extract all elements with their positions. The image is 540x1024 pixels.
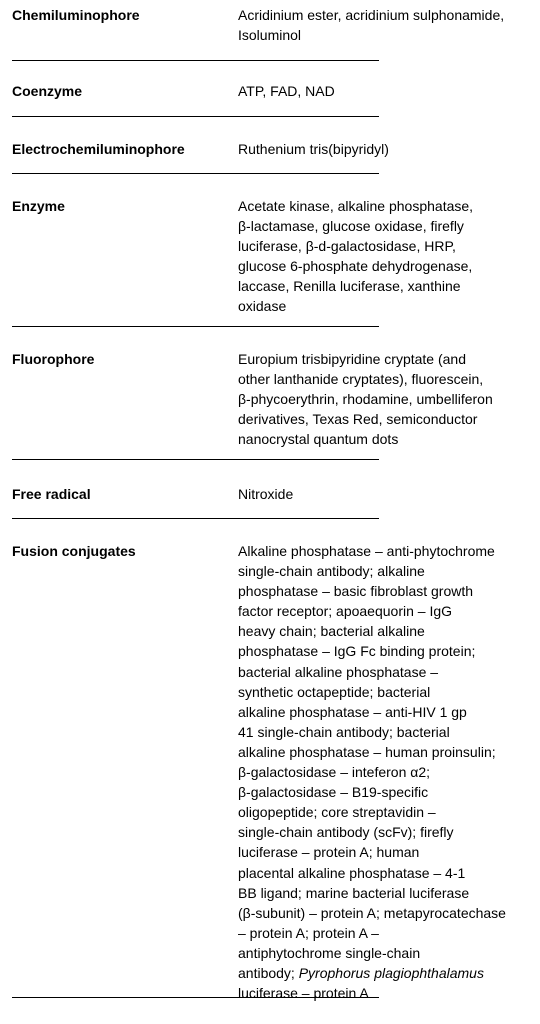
value-line: synthetic octapeptide; bacterial <box>238 683 431 700</box>
value-line: bacterial alkaline phosphatase – <box>238 663 439 680</box>
row-value <box>238 81 538 101</box>
value-line: heavy chain; bacterial alkaline <box>238 623 425 640</box>
row-label: Enzyme <box>12 198 65 214</box>
value-line: glucose 6-phosphate dehydrogenase, <box>238 258 473 275</box>
value-line: β-phycoerythrin, rhodamine, umbelliferon <box>238 391 493 408</box>
value-line: Europium trisbipyridine cryptate (and <box>238 351 466 367</box>
row-label: Fusion conjugates <box>12 543 136 559</box>
row-value <box>238 541 538 1003</box>
value-line: β-lactamase, glucose oxidase, firefly <box>238 218 464 235</box>
row-label: Fluorophore <box>12 351 95 367</box>
value-line: antiphytochrome single-chain <box>238 944 421 961</box>
value-line: Acridinium ester, acridinium sulphonamide, <box>238 7 505 23</box>
value-line: derivatives, Texas Red, semiconductor <box>238 411 478 428</box>
row-divider <box>12 518 379 519</box>
row-label: Free radical <box>12 486 91 502</box>
row-label: Coenzyme <box>12 83 83 99</box>
value-line: nanocrystal quantum dots <box>238 431 399 448</box>
row-divider <box>12 459 379 460</box>
value-line: BB ligand; marine bacterial luciferase <box>238 884 470 901</box>
value-line: other lanthanide cryptates), fluorescein, <box>238 371 484 388</box>
value-line: alkaline phosphatase – anti-HIV 1 gp <box>238 703 467 720</box>
value-line: oligopeptide; core streptavidin – <box>238 804 436 821</box>
row-divider <box>12 997 379 998</box>
row-divider <box>12 60 379 61</box>
row-value <box>238 196 538 317</box>
value-line: factor receptor; apoaequorin – IgG <box>238 603 453 620</box>
value-line: single-chain antibody (scFv); firefly <box>238 824 454 841</box>
row-divider <box>12 326 379 327</box>
value-line: phosphatase – basic fibroblast growth <box>238 583 474 600</box>
row-label: Electrochemiluminophore <box>12 141 185 157</box>
value-fragment: antibody; <box>238 964 295 981</box>
value-line: placental alkaline phosphatase – 4-1 <box>238 864 466 881</box>
value-line: Ruthenium tris(bipyridyl) <box>238 141 389 157</box>
value-line: Alkaline phosphatase – anti-phytochrome <box>238 543 495 559</box>
value-line: β-galactosidase – inteferon α2; <box>238 764 431 781</box>
row-label: Chemiluminophore <box>12 7 140 23</box>
value-line: luciferase, β-d-galactosidase, HRP, <box>238 238 456 255</box>
value-line: Nitroxide <box>238 486 294 502</box>
value-line: phosphatase – IgG Fc binding protein; <box>238 643 476 660</box>
value-line: ATP, FAD, NAD <box>238 83 335 99</box>
row-divider <box>12 116 379 117</box>
value-line: – protein A; protein A – <box>238 924 379 941</box>
value-line: 41 single-chain antibody; bacterial <box>238 723 450 740</box>
value-line: laccase, Renilla luciferase, xanthine <box>238 278 461 295</box>
row-value <box>238 5 538 45</box>
value-line: oxidase <box>238 298 287 315</box>
value-line: β-galactosidase – B19-specific <box>238 784 429 801</box>
row-value <box>238 349 538 449</box>
value-line: Acetate kinase, alkaline phosphatase, <box>238 198 474 214</box>
value-line: alkaline phosphatase – human proinsulin; <box>238 743 496 760</box>
row-value <box>238 139 538 159</box>
value-line: (β-subunit) – protein A; metapyrocatechase <box>238 904 506 921</box>
value-line: luciferase – protein A <box>238 985 369 1002</box>
value-line: single-chain antibody; alkaline <box>238 563 425 580</box>
row-value <box>238 484 538 504</box>
value-line: luciferase – protein A; human <box>238 844 420 861</box>
value-line: Isoluminol <box>238 27 302 44</box>
row-divider <box>12 173 379 174</box>
value-line <box>238 963 538 983</box>
italic-species-name: Pyrophorus plagiophthalamus <box>298 964 484 981</box>
